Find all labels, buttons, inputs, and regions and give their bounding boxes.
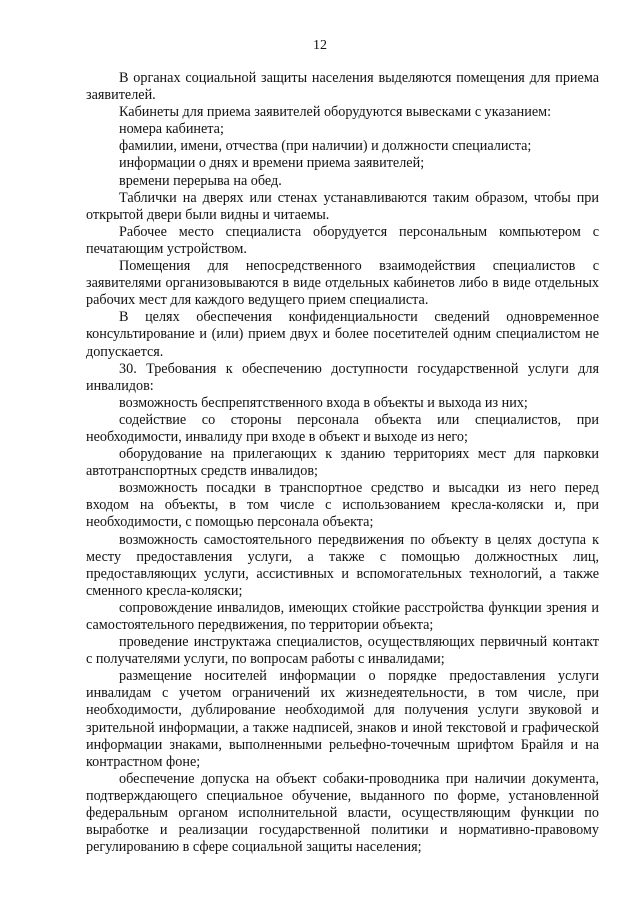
paragraph: возможность самостоятельного передвижения по объекту в целях доступа к месту предоставления услуги, а также с помощью должностных лиц, предоставляющих услуги, ассистивных и вспомогательных технологий, а также сменного кресла-коляски; <box>86 531 599 599</box>
paragraph: В органах социальной защиты населения выделяются помещения для приема заявителей. <box>86 70 599 104</box>
paragraph: информации о днях и времени приема заявителей; <box>119 155 425 172</box>
paragraph: Таблички на дверях или стенах устанавливаются таким образом, чтобы при открытой двери были видны и читаемы. <box>86 189 599 223</box>
paragraph: проведение инструктажа специалистов, осуществляющих первичный контакт с получателями услуги, по вопросам работы с инвалидами; <box>86 634 599 668</box>
paragraph: В целях обеспечения конфиденциальности сведений одновременное консультирование и (или) прием двух и более посетителей одним специалистом не допускается. <box>86 309 599 360</box>
page-number: 12 <box>313 38 327 53</box>
paragraph: размещение носителей информации о порядке предоставления услуги инвалидам с учетом ограничений их жизнедеятельности, в том числе, при необходимости, дублирование необходимой для получения услуги звуковой и зрительной информации, а также надписей, знаков и иной текстовой и графической информации знаками, выполненными рельефно-точечным шрифтом Брайля и на контрастном фоне; <box>86 668 599 770</box>
paragraph: фамилии, имени, отчества (при наличии) и должности специалиста; <box>119 138 532 155</box>
paragraph: сопровождение инвалидов, имеющих стойкие расстройства функции зрения и самостоятельного передвижения, по территории объекта; <box>86 599 599 633</box>
paragraph: возможность беспрепятственного входа в объекты и выхода из них; <box>119 394 528 411</box>
paragraph: Помещения для непосредственного взаимодействия специалистов с заявителями организовываются в виде отдельных кабинетов либо в виде отдельных рабочих мест для каждого ведущего прием специалиста. <box>86 258 599 309</box>
paragraph: Рабочее место специалиста оборудуется персональным компьютером с печатающим устройством. <box>86 223 599 257</box>
paragraph: времени перерыва на обед. <box>119 172 282 189</box>
paragraph: оборудование на прилегающих к зданию территориях мест для парковки автотранспортных средств инвалидов; <box>86 446 599 480</box>
document-body <box>86 70 599 856</box>
paragraph: возможность посадки в транспортное средство и высадки из него перед входом на объекты, в том числе с использованием кресла-коляски и, при необходимости, с помощью персонала объекта; <box>86 480 599 531</box>
paragraph: Кабинеты для приема заявителей оборудуются вывесками с указанием: <box>119 104 552 121</box>
paragraph: 30. Требования к обеспечению доступности государственной услуги для инвалидов: <box>86 360 599 394</box>
paragraph: содействие со стороны персонала объекта или специалистов, при необходимости, инвалиду при входе в объект и выходе из него; <box>86 411 599 445</box>
paragraph: обеспечение допуска на объект собаки-проводника при наличии документа, подтверждающего специальное обучение, выданного по форме, установленной федеральным органом исполнительной власти, осуществляющим функции по выработке и реализации государственной политики и нормативно-правовому регулированию в сфере социальной защиты населения; <box>86 770 599 856</box>
paragraph: номера кабинета; <box>119 121 224 138</box>
